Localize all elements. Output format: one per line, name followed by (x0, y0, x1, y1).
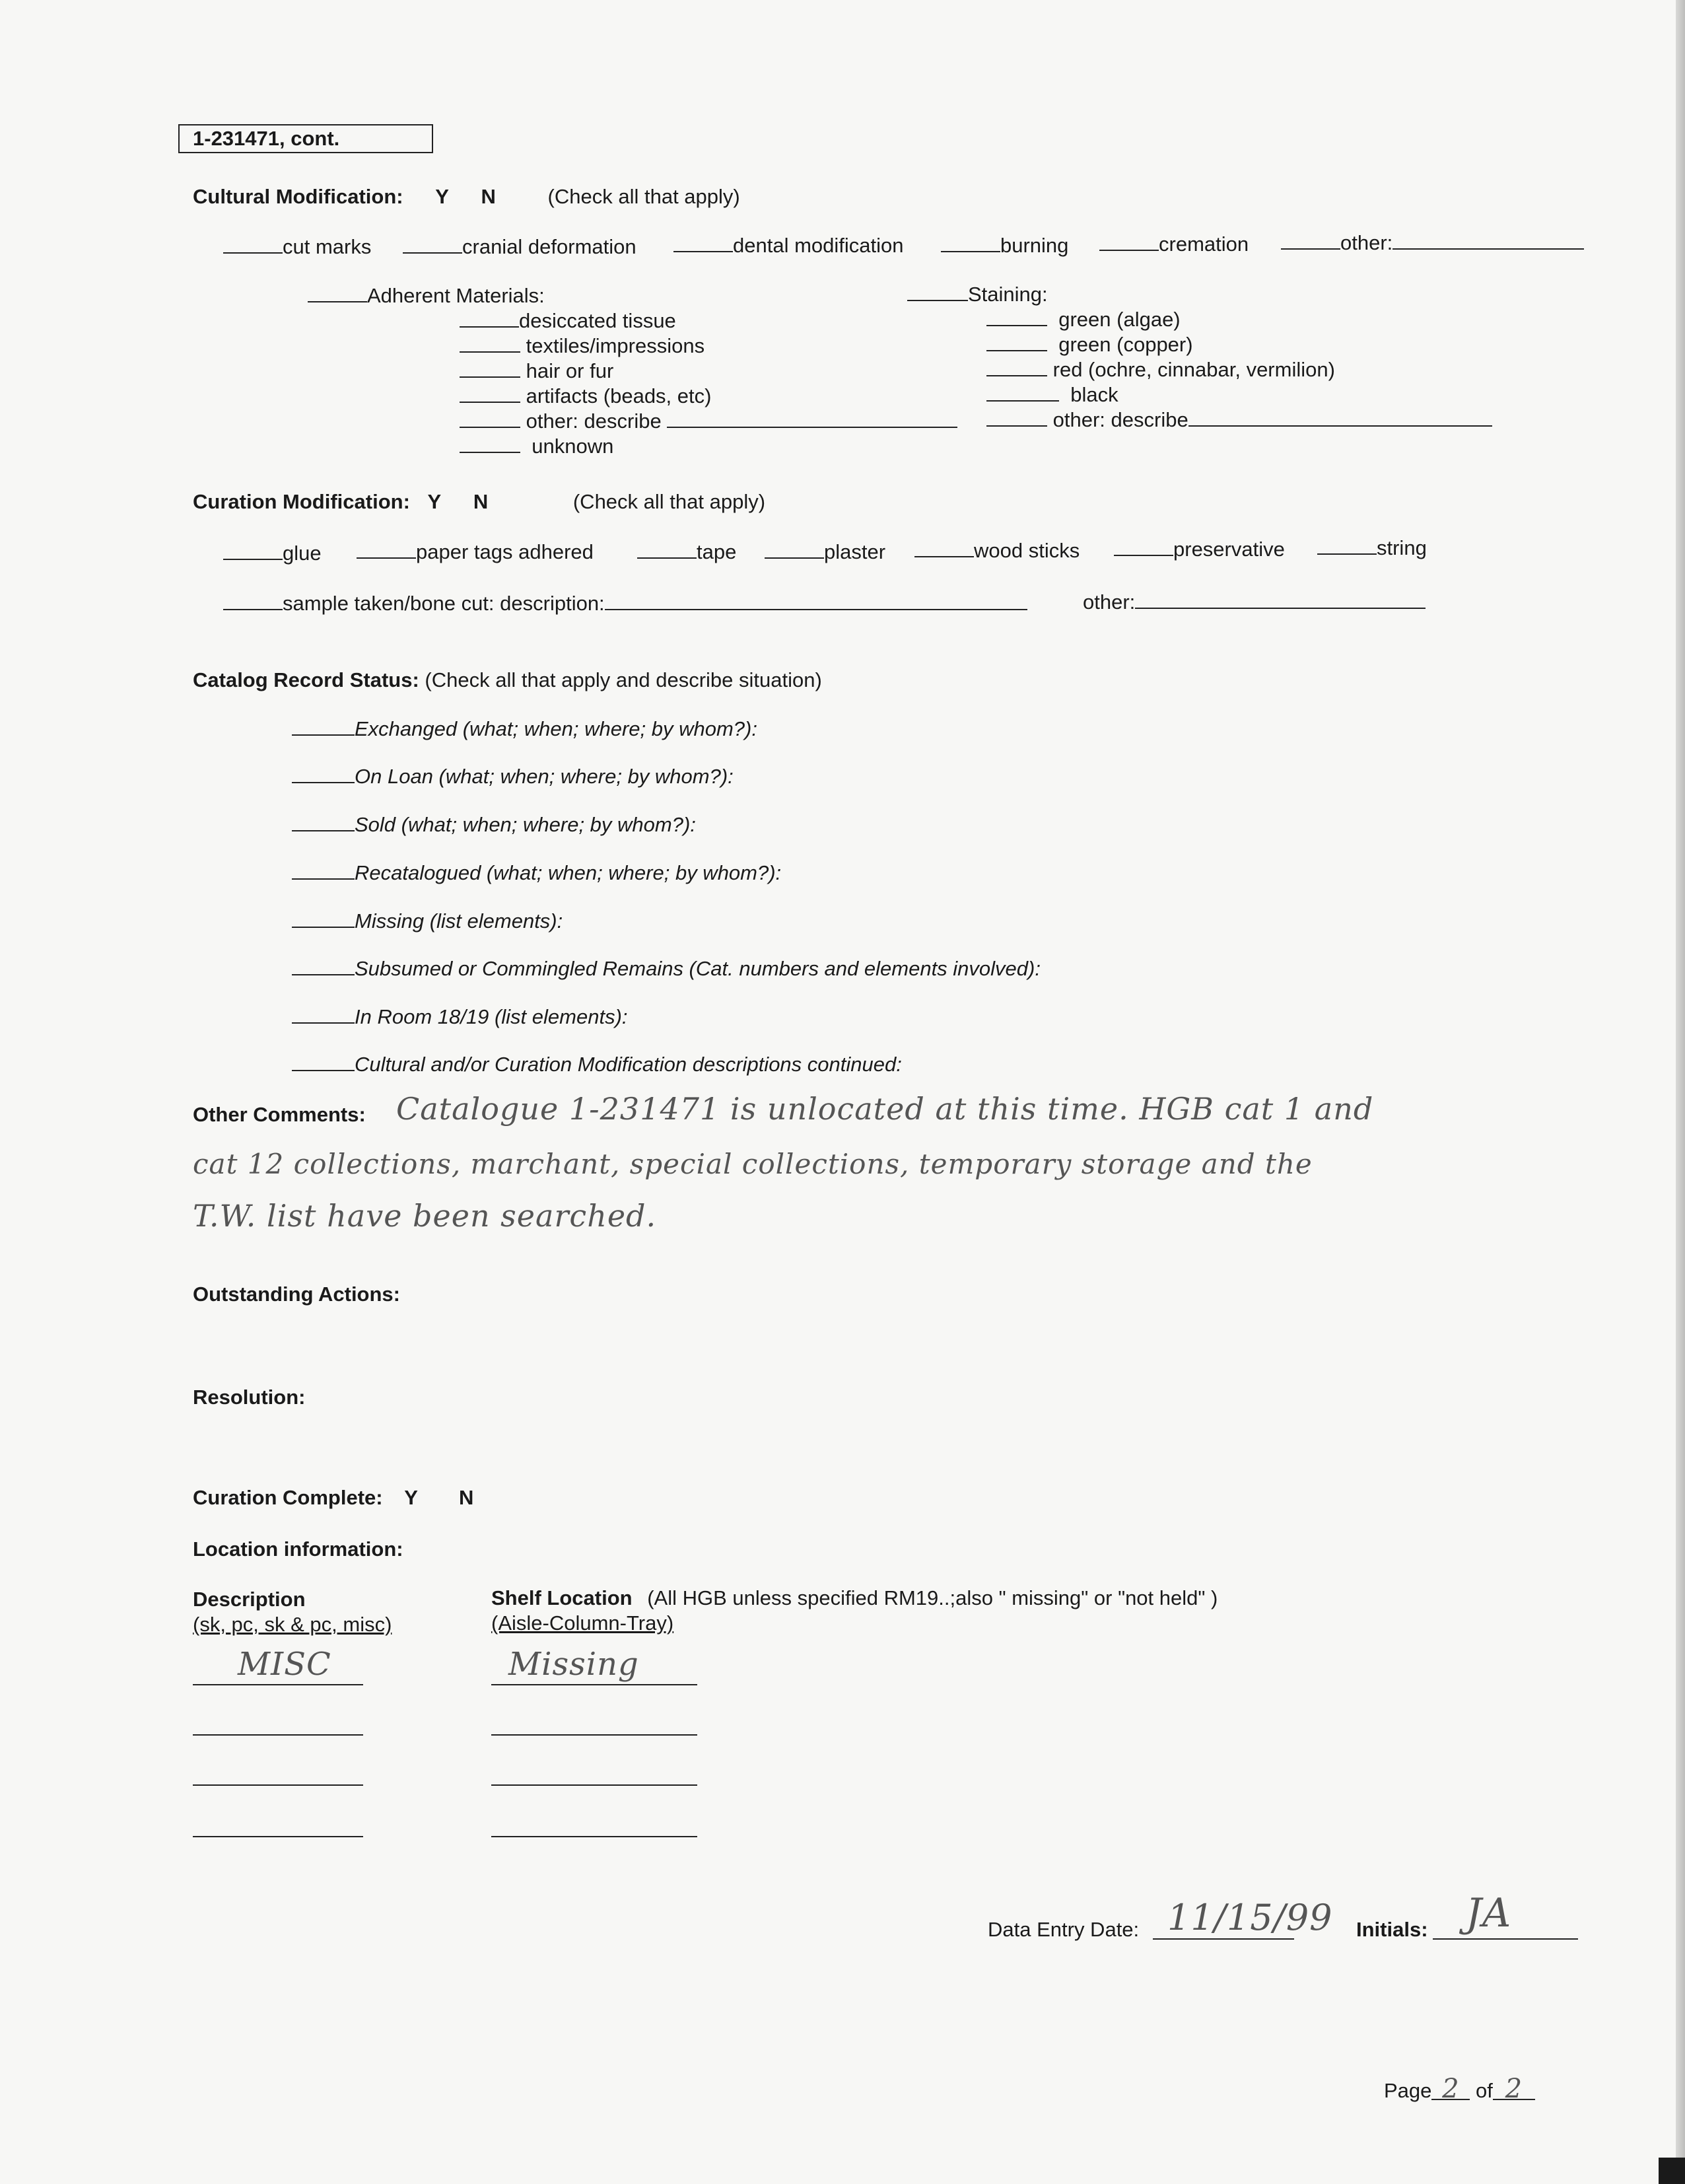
cultural-option: cranial deformation (403, 235, 636, 259)
description-line (193, 1836, 363, 1837)
data-entry-date-line (1153, 1938, 1294, 1940)
curation-instruction: (Check all that apply) (572, 490, 766, 513)
description-subheader: (sk, pc, sk & pc, misc) (193, 1613, 392, 1636)
curation-option: wood sticks (914, 539, 1080, 563)
catalog-status-title: Catalog Record Status: (193, 668, 419, 691)
curation-option: preservative (1114, 538, 1285, 561)
curation-option: plaster (765, 540, 885, 564)
cultural-option: burning (941, 234, 1068, 258)
staining-item: red (ochre, cinnabar, vermilion) (986, 358, 1335, 382)
curation-complete-row (193, 1486, 473, 1510)
other-comments-label: Other Comments: (193, 1103, 366, 1126)
curation-option: tape (637, 540, 736, 564)
description-line (193, 1734, 363, 1736)
cultural-option: dental modification (673, 234, 904, 258)
adherent-title: Adherent Materials: (308, 284, 545, 308)
cultural-title: Cultural Modification: (193, 185, 403, 208)
page-total: 2 (1493, 2079, 1535, 2100)
data-entry-date-value: 11/15/99 (1167, 1897, 1333, 1938)
scan-edge (1676, 0, 1685, 2184)
catalog-status-item: On Loan (what; when; where; by whom?): (292, 765, 734, 789)
catalog-status-item: Missing (list elements): (292, 909, 563, 933)
staining-item-other: other: describe (986, 408, 1492, 432)
location-title: Location information: (193, 1537, 403, 1561)
staining-title: Staining: (907, 283, 1048, 306)
adherent-item-other: other: describe (460, 409, 957, 433)
cultural-y: Y (435, 185, 449, 208)
shelf-location-subheader: (Aisle-Column-Tray) (491, 1611, 674, 1635)
description-value: MISC (238, 1646, 331, 1683)
shelf-location-header (491, 1586, 1218, 1610)
curation-title: Curation Modification: (193, 490, 410, 513)
catalog-id: 1-231471, cont. (193, 127, 340, 150)
shelf-location-line (491, 1784, 697, 1786)
initials-line (1433, 1938, 1578, 1940)
scan-corner (1659, 2158, 1685, 2184)
curation-option: string (1317, 536, 1427, 560)
handwritten-comment-line: cat 12 collections, marchant, special collections, temporary storage and the (193, 1148, 1313, 1180)
shelf-location-line (491, 1734, 697, 1736)
shelf-location-title: Shelf Location (491, 1586, 633, 1609)
shelf-location-line (491, 1684, 697, 1685)
data-entry-date-label: Data Entry Date: (988, 1918, 1140, 1941)
catalog-status-item: Exchanged (what; when; where; by whom?): (292, 717, 757, 741)
staining-item: green (copper) (986, 333, 1193, 357)
curation-option: paper tags adhered (357, 540, 594, 564)
page-indicator (1384, 2074, 1535, 2104)
curation-option: glue (223, 542, 322, 565)
catalog-status-item: Sold (what; when; where; by whom?): (292, 813, 696, 837)
cultural-n: N (481, 185, 496, 208)
staining-item: green (algae) (986, 308, 1181, 332)
catalog-id-box (178, 124, 433, 153)
adherent-item: desiccated tissue (460, 309, 676, 333)
curation-complete-y: Y (404, 1486, 418, 1509)
cultural-option: cut marks (223, 235, 371, 259)
curation-n: N (473, 490, 489, 513)
handwritten-comment-line: T.W. list have been searched. (193, 1198, 657, 1234)
catalog-status-item: Cultural and/or Curation Modification descriptions continued: (292, 1053, 902, 1076)
catalog-status-item: In Room 18/19 (list elements): (292, 1005, 628, 1029)
staining-item: black (986, 383, 1118, 407)
page-label: Page (1384, 2079, 1432, 2102)
catalog-status-heading (193, 668, 822, 692)
shelf-location-note: (All HGB unless specified RM19..;also " missing" or "not held" ) (647, 1586, 1218, 1609)
of-label: of (1476, 2079, 1493, 2102)
adherent-item: hair or fur (460, 359, 613, 383)
sample-taken-field: sample taken/bone cut: description: (223, 592, 1027, 616)
curation-other-field: other: (1083, 590, 1426, 614)
curation-modification-heading (193, 490, 765, 514)
adherent-item: textiles/impressions (460, 334, 705, 358)
adherent-item: unknown (460, 435, 613, 458)
curation-complete-label: Curation Complete: (193, 1486, 383, 1509)
description-line (193, 1784, 363, 1786)
cultural-option-other: other: (1281, 231, 1584, 255)
handwritten-comment-line: Catalogue 1-231471 is unlocated at this time. HGB cat 1 and (396, 1091, 1374, 1127)
catalog-status-item: Recatalogued (what; when; where; by whom?): (292, 861, 781, 885)
resolution-label: Resolution: (193, 1386, 306, 1409)
page-number: 2 (1431, 2079, 1470, 2100)
adherent-item: artifacts (beads, etc) (460, 384, 711, 408)
catalog-status-item: Subsumed or Commingled Remains (Cat. numbers and elements involved): (292, 957, 1041, 981)
cultural-option: cremation (1099, 232, 1249, 256)
description-header: Description (193, 1588, 306, 1611)
description-line (193, 1684, 363, 1685)
shelf-location-line (491, 1836, 697, 1837)
catalog-status-instruction: (Check all that apply and describe situation) (425, 668, 822, 691)
initials-label: Initials: (1356, 1918, 1428, 1941)
shelf-location-value: Missing (508, 1646, 639, 1683)
initials-value: JA (1466, 1890, 1512, 1936)
curation-complete-n: N (459, 1486, 474, 1509)
curation-y: Y (427, 490, 442, 513)
cultural-modification-heading (193, 185, 740, 209)
outstanding-actions-label: Outstanding Actions: (193, 1283, 400, 1306)
cultural-instruction: (Check all that apply) (547, 185, 740, 208)
